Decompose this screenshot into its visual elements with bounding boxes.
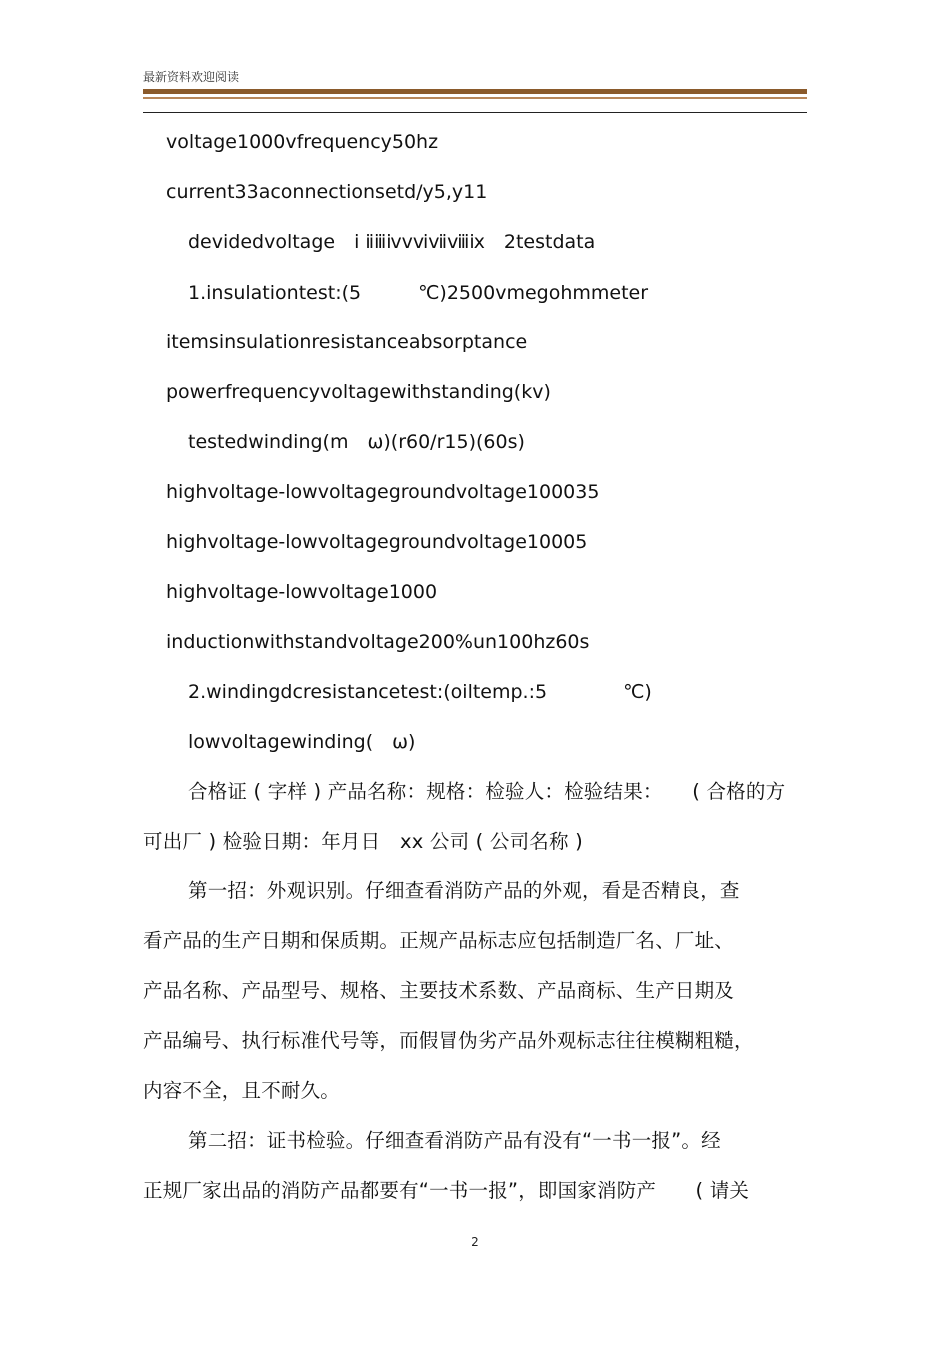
page-number: 2 (471, 1235, 479, 1249)
clipped-text-line (143, 1224, 807, 1232)
body-line: testedwinding(m ω)(r60/r15)(60s) (188, 431, 525, 453)
body-line: lowvoltagewinding( ω) (188, 731, 416, 753)
body-line: 1.insulationtest:(5 ℃)2500vmegohmmeter (188, 282, 649, 304)
running-header: 最新资料欢迎阅读 (143, 70, 240, 84)
header-rule-accent (143, 97, 807, 99)
body-line: devidedvoltage ⅰ ⅱⅲⅳⅴⅵⅶⅷⅸ 2testdata (188, 231, 596, 253)
body-line: voltage1000vfrequency50hz (166, 131, 439, 153)
header-rule-thin (143, 112, 807, 113)
header-rule-thick (143, 89, 807, 94)
body-line: highvoltage-lowvoltagegroundvoltage100035 (166, 481, 600, 503)
body-line: itemsinsulationresistanceabsorptance (166, 331, 528, 353)
body-line: powerfrequencyvoltagewithstanding(kv) (166, 381, 551, 403)
body-line: 2.windingdcresistancetest:(oiltemp.:5 ℃) (188, 681, 652, 703)
body-line: highvoltage-lowvoltagegroundvoltage10005 (166, 531, 588, 553)
body-line: highvoltage-lowvoltage1000 (166, 581, 438, 603)
body-line: current33aconnectionsetd/y5,y11 (166, 181, 488, 203)
body-line: inductionwithstandvoltage200%un100hz60s (166, 631, 590, 653)
body-line: 第一招：外观识别。仔细查看消防产品的外观，看是否精良，查 (188, 879, 740, 902)
body-line: 正规厂家出品的消防产品都要有“一书一报”，即国家消防产 ( 请关 (143, 1179, 750, 1202)
body-line: 产品名称、产品型号、规格、主要技术系数、产品商标、生产日期及 (143, 979, 735, 1002)
body-line: 内容不全，且不耐久。 (143, 1079, 341, 1102)
body-line: 第二招：证书检验。仔细查看消防产品有没有“一书一报”。经 (188, 1129, 721, 1152)
body-line: 合格证 ( 字样 ) 产品名称：规格：检验人：检验结果： ( 合格的方 (188, 780, 786, 803)
body-line: 可出厂 ) 检验日期：年月日 xx 公司 ( 公司名称 ) (143, 830, 583, 853)
body-line: 产品编号、执行标准代号等，而假冒伪劣产品外观标志往往模糊粗糙， (143, 1029, 754, 1052)
body-line: 看产品的生产日期和保质期。正规产品标志应包括制造厂名、厂址、 (143, 929, 735, 952)
